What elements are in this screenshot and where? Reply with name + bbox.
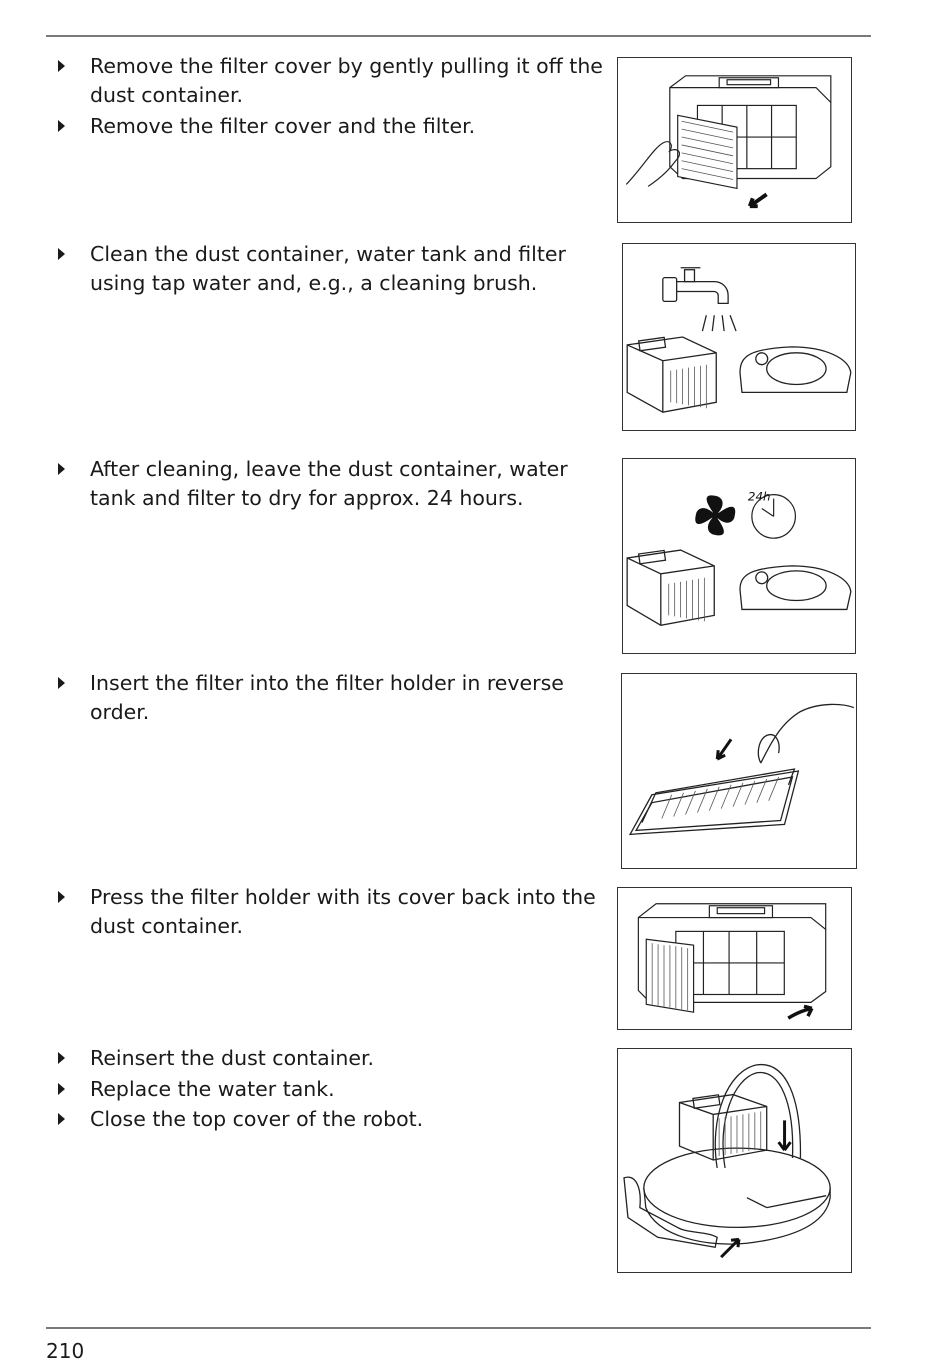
figure-dry bbox=[622, 458, 856, 654]
step-text: Press the filter holder with its cover back into the dust container. bbox=[90, 885, 596, 938]
drying-time-label: 24h bbox=[747, 489, 771, 504]
top-rule bbox=[46, 35, 871, 37]
bullet-icon bbox=[58, 1052, 65, 1064]
fan-icon bbox=[695, 495, 735, 535]
figure-remove-filter bbox=[617, 57, 852, 223]
step-text: Reinsert the dust container. bbox=[90, 1046, 375, 1070]
figure-clean bbox=[622, 243, 856, 431]
bullet-icon bbox=[58, 463, 65, 475]
step-item bbox=[58, 112, 603, 141]
step-item bbox=[58, 1105, 603, 1134]
figure-robot bbox=[617, 1048, 852, 1273]
step-text: Close the top cover of the robot. bbox=[90, 1107, 424, 1131]
bullet-icon bbox=[58, 248, 65, 260]
step-text: Replace the water tank. bbox=[90, 1077, 335, 1101]
filter-insert-illustration bbox=[622, 674, 856, 868]
step-text: Insert the filter into the filter holder in reverse order. bbox=[90, 671, 564, 724]
step-item bbox=[58, 669, 603, 726]
step-text: Clean the dust container, water tank and filter using tap water and, e.g., a cleaning brush. bbox=[90, 242, 566, 295]
dust-container-filter-illustration bbox=[618, 58, 851, 222]
page-number: 210 bbox=[46, 1339, 85, 1363]
tap-water-illustration bbox=[623, 244, 855, 430]
robot-reinsert-illustration bbox=[618, 1049, 851, 1272]
bullet-icon bbox=[58, 60, 65, 72]
step-item bbox=[58, 883, 603, 940]
figure-insert-filter bbox=[621, 673, 857, 869]
bottom-rule bbox=[46, 1327, 871, 1329]
bullet-icon bbox=[58, 677, 65, 689]
drying-illustration bbox=[623, 459, 855, 653]
step-item bbox=[58, 240, 603, 297]
bullet-icon bbox=[58, 891, 65, 903]
bullet-icon bbox=[58, 120, 65, 132]
step-text: After cleaning, leave the dust container, water tank and filter to dry for approx. 24 hours. bbox=[90, 457, 568, 510]
step-text: Remove the filter cover by gently pulling it off the dust container. bbox=[90, 54, 603, 107]
bullet-icon bbox=[58, 1083, 65, 1095]
figure-press-holder bbox=[617, 887, 852, 1030]
step-item bbox=[58, 455, 603, 512]
bullet-icon bbox=[58, 1113, 65, 1125]
step-item bbox=[58, 1075, 603, 1104]
dust-container-assembly-illustration bbox=[618, 888, 851, 1029]
step-text: Remove the filter cover and the filter. bbox=[90, 114, 476, 138]
step-item bbox=[58, 52, 603, 109]
step-item bbox=[58, 1044, 603, 1073]
